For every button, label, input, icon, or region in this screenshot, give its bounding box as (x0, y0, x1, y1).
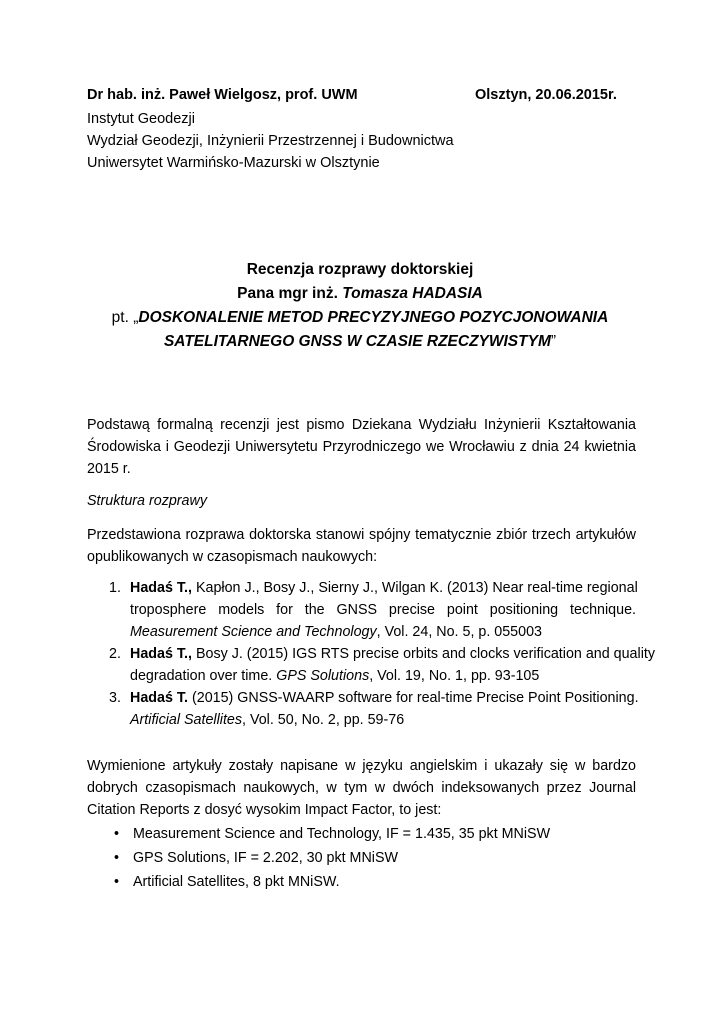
ref-text: , Vol. 19, No. 1, pp. 93-105 (369, 668, 540, 684)
ref-journal: Artificial Satellites (130, 712, 243, 728)
ref-text: , Vol. 50, No. 2, pp. 59-76 (242, 712, 405, 728)
journal-item (87, 870, 550, 894)
journal-list (87, 822, 550, 894)
structure-line: opublikowanych w czasopismach naukowych: (87, 549, 378, 565)
journal-text: Artificial Satellites, 8 pkt MNiSW. (133, 874, 340, 890)
ref-text: Kapłon J., Bosy J., Sierny J., Wilgan K. (2013) Near real-time regional (191, 580, 638, 596)
review-title (60, 258, 660, 354)
intro-paragraph (87, 414, 636, 480)
bullet-icon: • (114, 874, 120, 890)
title-line-thesis-1 (60, 306, 660, 330)
structure-paragraph (87, 524, 636, 568)
publication-list (87, 577, 655, 731)
journal-text: Measurement Science and Technology, IF = 1.435, 35 pkt MNiSW (133, 826, 551, 842)
ref-text: degradation over time. (130, 668, 277, 684)
bullet-icon: • (114, 826, 120, 842)
reviewer-affiliation (87, 108, 454, 174)
thesis-title-part1: DOSKONALENIE METOD PRECYZYJNEGO POZYCJONOWANIA (138, 309, 609, 326)
letter-header (87, 87, 627, 107)
ref-line (130, 709, 636, 731)
publication-item (87, 687, 639, 731)
articles-line: Citation Reports z dosyć wysokim Impact Factor, to jest: (87, 802, 442, 818)
journal-item (87, 846, 550, 870)
title-line-thesis-2 (60, 330, 660, 354)
journal-text: GPS Solutions, IF = 2.202, 30 pkt MNiSW (133, 850, 399, 866)
ref-line: troposphere models for the GNSS precise point positioning technique. (130, 602, 636, 618)
intro-line: Środowiska i Geodezji Uniwersytetu Przyrodniczego we Wrocławiu z dnia 24 kwietnia (87, 439, 636, 455)
item-number: 1. (109, 580, 121, 596)
title-line-review: Recenzja rozprawy doktorskiej (246, 261, 474, 278)
thesis-title-part2: SATELITARNEGO GNSS W CZASIE RZECZYWISTYM (163, 333, 551, 350)
ref-journal: GPS Solutions (276, 668, 370, 684)
item-number: 3. (109, 690, 121, 706)
ref-line (130, 643, 655, 665)
ref-line (130, 577, 636, 599)
ref-text: , Vol. 24, No. 5, p. 055003 (376, 624, 542, 640)
affiliation-institute: Instytut Geodezji (87, 111, 195, 127)
ref-line (130, 621, 636, 643)
ref-author: Hadaś T., (130, 646, 192, 662)
bullet-icon: • (114, 850, 120, 866)
ref-text: (2015) GNSS-WAARP software for real-time Precise Point Positioning. (188, 690, 639, 706)
ref-author: Hadaś T. (130, 690, 189, 706)
section-heading: Struktura rozprawy (87, 493, 207, 509)
reviewer-name: Dr hab. inż. Paweł Wielgosz, prof. UWM (87, 87, 358, 103)
candidate-prefix: Pana mgr inż. (237, 285, 343, 302)
thesis-closing-quote: ” (550, 333, 557, 350)
thesis-prefix: pt. „ (111, 309, 139, 326)
ref-line (130, 665, 636, 687)
ref-author: Hadaś T., (130, 580, 192, 596)
ref-text: Bosy J. (2015) IGS RTS precise orbits and clocks verification and quality (191, 646, 655, 662)
place-date: Olsztyn, 20.06.2015r. (475, 87, 617, 103)
intro-line: 2015 r. (87, 461, 131, 477)
item-number: 2. (109, 646, 121, 662)
journal-item (87, 822, 550, 846)
structure-line: Przedstawiona rozprawa doktorska stanowi spójny tematycznie zbiór trzech artykułów (87, 527, 636, 543)
publication-item (87, 643, 655, 687)
candidate-name: Tomasza HADASIA (342, 285, 483, 302)
intro-line: Podstawą formalną recenzji jest pismo Dziekana Wydziału Inżynierii Kształtowania (87, 417, 636, 433)
affiliation-university: Uniwersytet Warmińsko-Mazurski w Olsztynie (87, 155, 380, 171)
publication-item (87, 577, 636, 643)
articles-line: Wymienione artykuły zostały napisane w języku angielskim i ukazały się w bardzo (87, 758, 636, 774)
articles-line: dobrych czasopismach naukowych, w tym w dwóch indeksowanych przez Journal (87, 780, 636, 796)
ref-journal: Measurement Science and Technology (130, 624, 377, 640)
articles-paragraph (87, 755, 636, 821)
ref-line (130, 687, 639, 709)
affiliation-faculty: Wydział Geodezji, Inżynierii Przestrzennej i Budownictwa (87, 133, 454, 149)
title-line-candidate (60, 282, 660, 306)
